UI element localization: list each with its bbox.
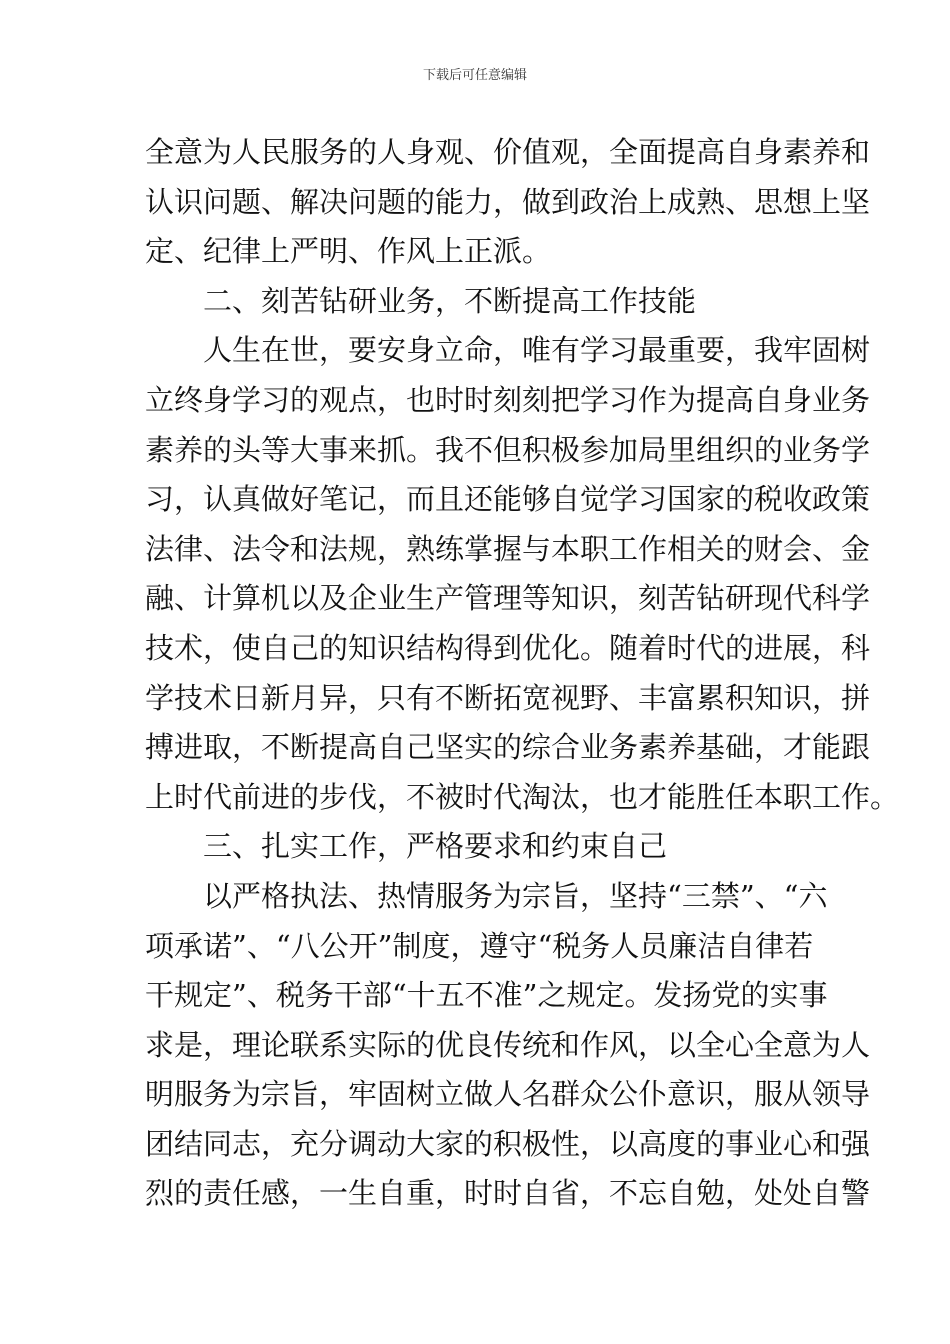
section-heading: 二、刻苦钻研业务，不断提高工作技能 <box>203 283 697 318</box>
text-line: 干规定”、税务干部“十五不准”之规定。发扬党的实事 <box>145 978 828 1013</box>
text-line: 融、计算机以及企业生产管理等知识，刻苦钻研现代科学 <box>145 581 871 616</box>
text-line: 求是，理论联系实际的优良传统和作风，以全心全意为人 <box>145 1027 871 1062</box>
text-line: 人生在世，要安身立命，唯有学习最重要，我牢固树 <box>203 333 871 368</box>
text-line: 项承诺”、“八公开”制度，遵守“税务人员廉洁自律若 <box>145 928 814 963</box>
text-line: 明服务为宗旨，牢固树立做人名群众公仆意识，服从领导 <box>145 1077 871 1112</box>
document-body <box>145 128 900 1219</box>
text-line: 习，认真做好笔记，而且还能够自觉学习国家的税收政策 <box>145 482 871 517</box>
text-line: 全意为人民服务的人身观、价值观，全面提高自身素养和 <box>145 135 871 169</box>
text-line: 学技术日新月异，只有不断拓宽视野、丰富累积知识，拼 <box>145 680 871 715</box>
text-line: 技术，使自己的知识结构得到优化。随着时代的进展，科 <box>145 630 871 665</box>
text-line: 上时代前进的步伐，不被时代淘汰，也才能胜任本职工作。 <box>145 779 900 814</box>
text-line: 认识问题、解决问题的能力，做到政治上成熟、思想上坚 <box>145 184 871 219</box>
page-header: 下载后可任意编辑 <box>422 68 527 83</box>
text-line: 以严格执法、热情服务为宗旨，坚持“三禁”、“六 <box>203 878 828 913</box>
text-line: 素养的头等大事来抓。我不但积极参加局里组织的业务学 <box>145 432 871 467</box>
text-line: 定、纪律上严明、作风上正派。 <box>145 234 552 269</box>
text-line: 法律、法令和法规，熟练掌握与本职工作相关的财会、金 <box>145 531 871 566</box>
text-line: 团结同志，充分调动大家的积极性，以高度的事业心和强 <box>145 1126 871 1161</box>
text-line: 立终身学习的观点，也时时刻刻把学习作为提高自身业务 <box>145 382 871 417</box>
text-line: 烈的责任感，一生自重，时时自省，不忘自勉，处处自警 <box>145 1176 871 1211</box>
section-heading: 三、扎实工作，严格要求和约束自己 <box>203 829 668 864</box>
text-line: 搏进取，不断提高自己坚实的综合业务素养基础，才能跟 <box>145 730 871 765</box>
